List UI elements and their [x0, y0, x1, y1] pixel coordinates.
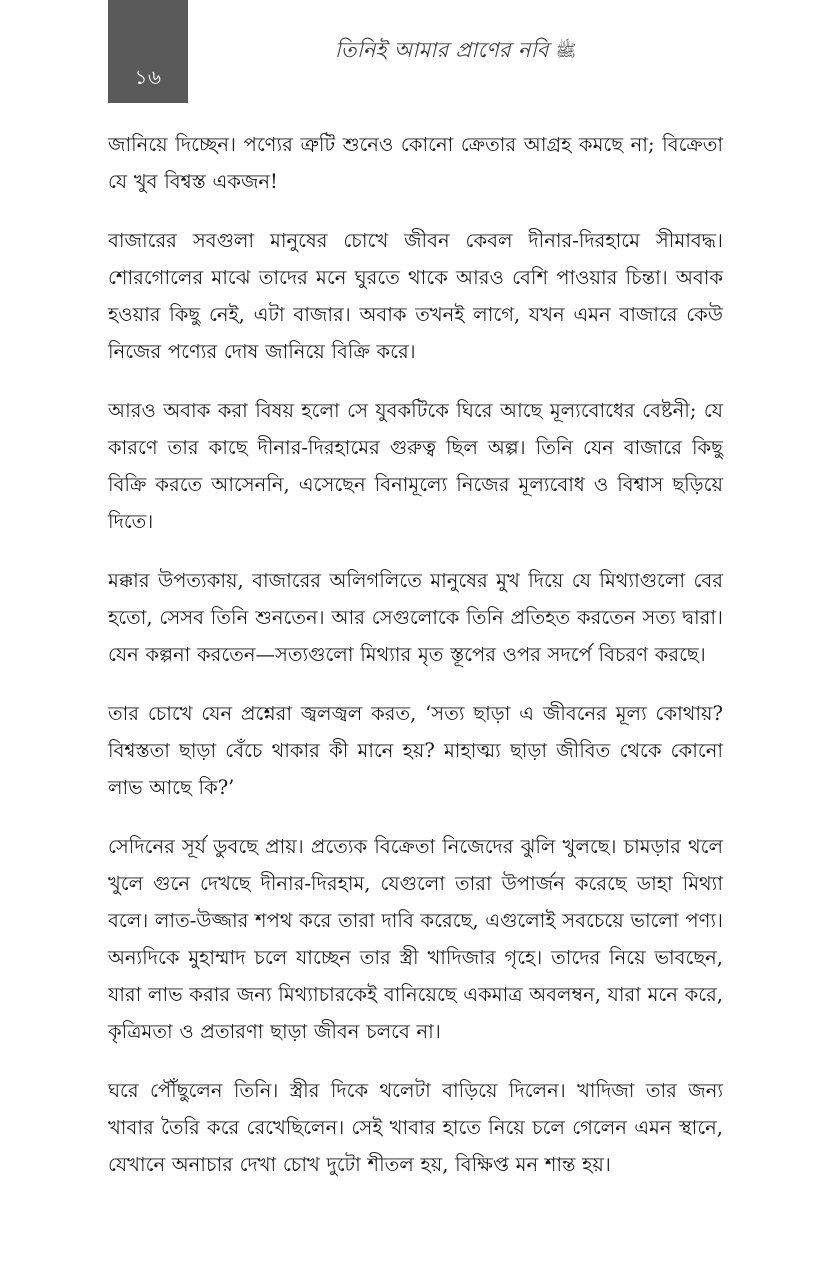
paragraph: ঘরে পৌঁছুলেন তিনি। স্ত্রীর দিকে থলেটা বাড়িয়ে দিলেন। খাদিজা তার জন্য খাবার তৈরি করে রেখেছিলেন। সেই খাবার হাতে নিয়ে চলে গেলেন এমন স্থানে, যেখানে অনাচার দেখা চোখ দুটো শীতল হয়, বিক্ষিপ্ত মন শান্ত হয়।: [108, 1079, 723, 1176]
book-title-header: [188, 0, 723, 103]
page-number: ১৬: [134, 65, 162, 89]
paragraph: মক্কার উপত্যকায়, বাজারের অলিগলিতে মানুষের মুখ দিয়ে যে মিথ্যাগুলো বের হতো, সেসব তিনি শুনতেন। আর সেগুলোকে তিনি প্রতিহত করতেন সত্য দ্বারা। যেন কল্পনা করতেন—সত্যগুলো মিথ্যার মৃত স্তূপের ওপর সদর্পে বিচরণ করছে।: [108, 569, 723, 666]
body-text-column: [108, 126, 723, 1183]
book-title-text: তিনিই আমার প্রাণের নবি: [334, 38, 549, 62]
salawat-icon: ﷺ: [555, 41, 577, 61]
paragraph: জানিয়ে দিচ্ছেন। পণ্যের ত্রুটি শুনেও কোনো ক্রেতার আগ্রহ কমছে না; বিক্রেতা যে খুব বিশ্বস্ত একজন!: [108, 133, 723, 193]
running-header: [0, 0, 822, 104]
paragraph: আরও অবাক করা বিষয় হলো সে যুবকটিকে ঘিরে আছে মূল্যবোধের বেষ্টনী; যে কারণে তার কাছে দীনার-দিরহামের গুরুত্ব ছিল অল্প। তিনি যেন বাজারে কিছু বিক্রি করতে আসেননি, এসেছেন বিনামূল্যে নিজের মূল্যবোধ ও বিশ্বাস ছড়িয়ে দিতে।: [108, 399, 723, 533]
paragraph: তার চোখে যেন প্রশ্নেরা জ্বলজ্বল করত, ‘সত্য ছাড়া এ জীবনের মূল্য কোথায়? বিশ্বস্ততা ছাড়া বেঁচে থাকার কী মানে হয়? মাহাত্ম্য ছাড়া জীবিত থেকে কোনো লাভ আছে কি?’: [108, 702, 723, 799]
paragraph: সেদিনের সূর্য ডুবছে প্রায়। প্রত্যেক বিক্রেতা নিজেদের ঝুলি খুলছে। চামড়ার থলে খুলে গুনে দেখছে দীনার-দিরহাম, যেগুলো তারা উপার্জন করেছে ডাহা মিথ্যা বলে। লাত-উজ্জার শপথ করে তারা দাবি করেছে, এগুলোই সবচেয়ে ভালো পণ্য। অন্যদিকে মুহাম্মাদ চলে যাচ্ছেন তার স্ত্রী খাদিজার গৃহে। তাদের নিয়ে ভাবছেন, যারা লাভ করার জন্য মিথ্যাচারকেই বানিয়েছে একমাত্র অবলম্বন, যারা মনে করে, কৃত্রিমতা ও প্রতারণা ছাড়া জীবন চলবে না।: [108, 835, 723, 1043]
paragraph: বাজারের সবগুলা মানুষের চোখে জীবন কেবল দীনার-দিরহামে সীমাবদ্ধ। শোরগোলের মাঝে তাদের মনে ঘুরতে থাকে আরও বেশি পাওয়ার চিন্তা। অবাক হওয়ার কিছু নেই, এটা বাজার। অবাক তখনই লাগে, যখন এমন বাজারে কেউ নিজের পণ্যের দোষ জানিয়ে বিক্রি করে।: [108, 229, 723, 363]
page-number-box: [108, 0, 188, 103]
